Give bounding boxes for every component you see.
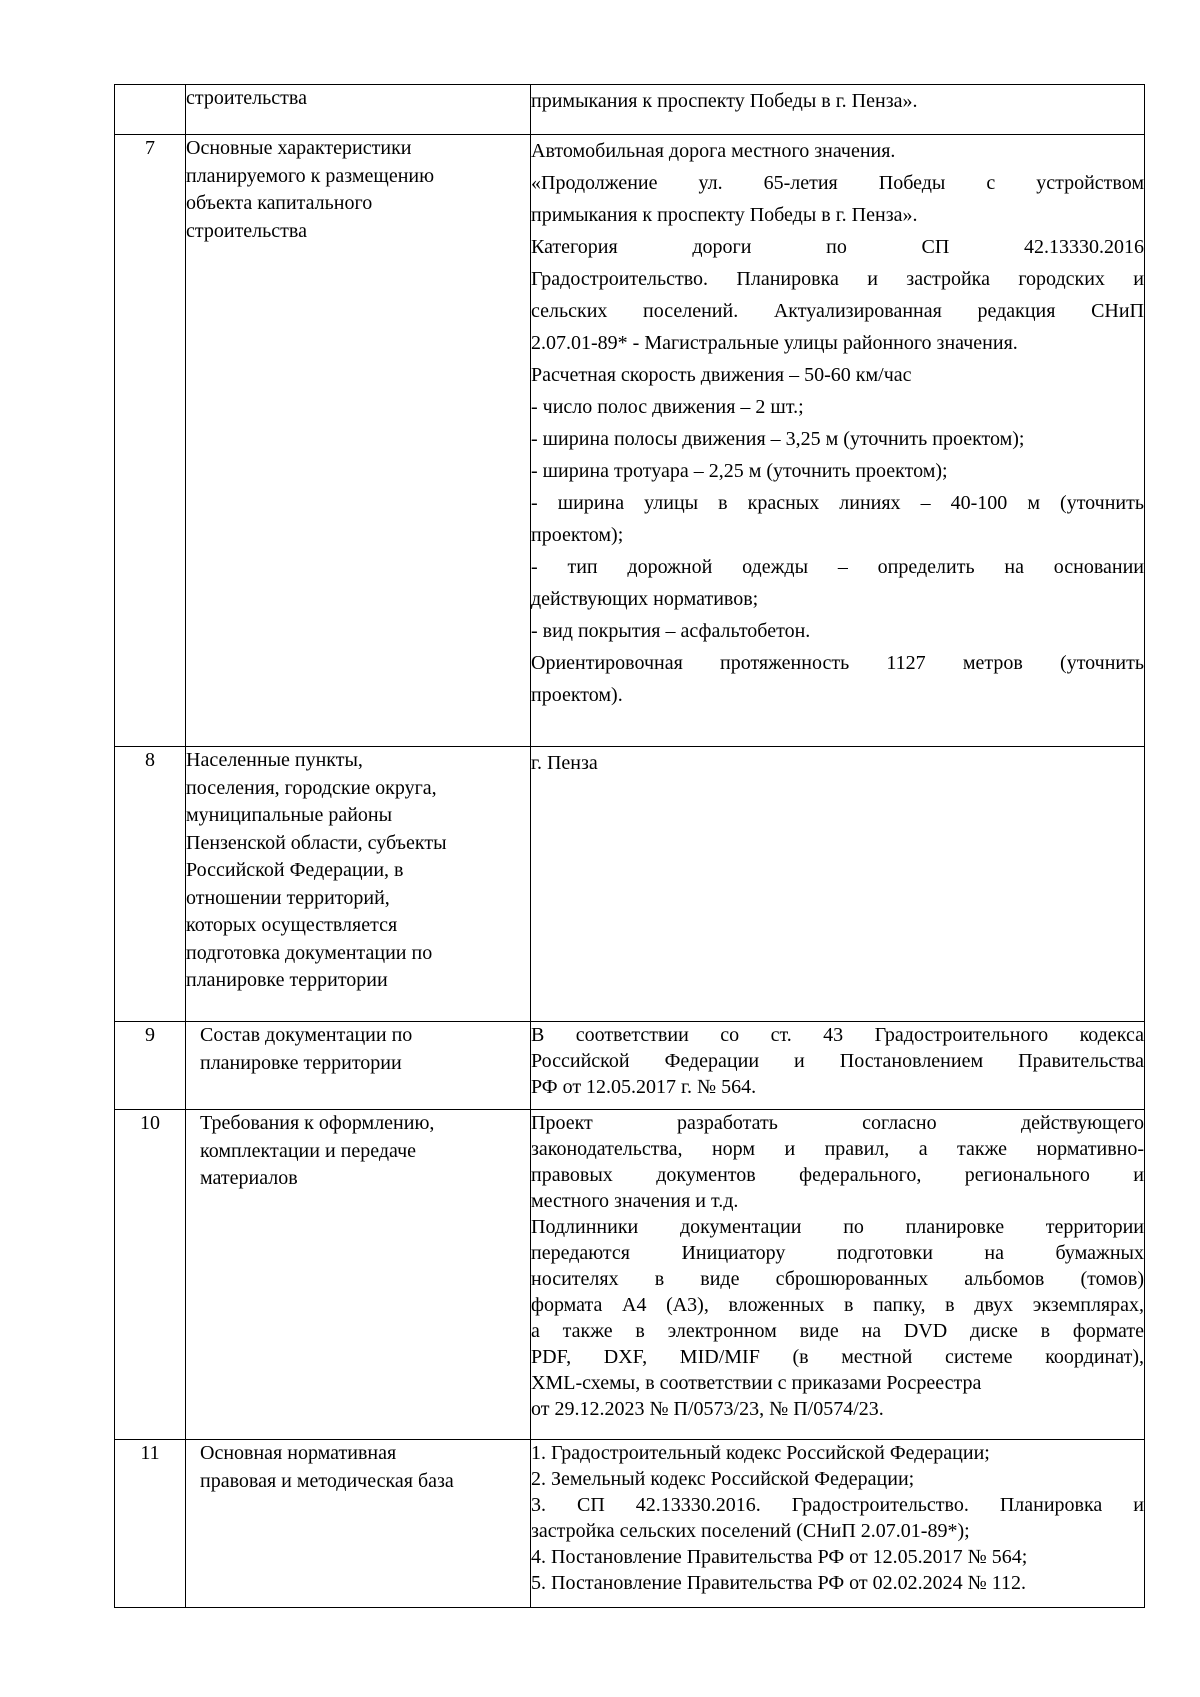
text-line: 3. СП 42.13330.2016. Градостроительство. Планировка и <box>531 1494 1144 1516</box>
text-line: «Продолжение ул. 65-летия Победы с устройством <box>531 172 1144 194</box>
text-line: Ориентировочная протяженность 1127 метров (уточнить <box>531 652 1144 674</box>
table-row <box>115 85 1145 135</box>
text-line: примыкания к проспекту Победы в г. Пенза». <box>531 204 918 226</box>
text-line: 2.07.01-89* - Магистральные улицы районного значения. <box>531 332 1018 354</box>
text-line: Расчетная скорость движения – 50-60 км/час <box>531 364 912 386</box>
table-row <box>115 135 1145 747</box>
text-line: - тип дорожной одежды – определить на основании <box>531 556 1144 578</box>
text-line: формата А4 (А3), вложенных в папку, в двух экземплярах, <box>531 1294 1144 1316</box>
text-line: Проект разработать согласно действующего <box>531 1112 1144 1134</box>
text-line: В соответствии со ст. 43 Градостроительного кодекса <box>531 1024 1144 1046</box>
row-number: 8 <box>115 747 186 1022</box>
text-line: 4. Постановление Правительства РФ от 12.05.2017 № 564; <box>531 1546 1028 1568</box>
table-row <box>115 1022 1145 1110</box>
table-row <box>115 1440 1145 1608</box>
row-number: 11 <box>115 1440 186 1608</box>
text-line: правовая и методическая база <box>200 1469 454 1492</box>
row-value <box>531 747 1145 1022</box>
text-line: 2. Земельный кодекс Российской Федерации; <box>531 1468 915 1490</box>
row-value <box>531 1022 1145 1110</box>
row-title <box>186 747 531 1022</box>
text-line: проектом). <box>531 684 623 706</box>
text-line: Населенные пункты, <box>186 749 363 771</box>
text-line: муниципальные районы <box>186 804 393 826</box>
text-line: планировке территории <box>200 1051 402 1074</box>
table-row <box>115 1110 1145 1440</box>
text-line: Основные характеристики <box>186 137 412 159</box>
text-line: застройка сельских поселений (СНиП 2.07.01-89*); <box>531 1520 970 1542</box>
text-line: - ширина тротуара – 2,25 м (уточнить проектом); <box>531 460 948 482</box>
text-line: примыкания к проспекту Победы в г. Пенза». <box>531 90 918 112</box>
row-number: 9 <box>115 1022 186 1110</box>
text-line: носителях в виде сброшюрованных альбомов (томов) <box>531 1268 1144 1290</box>
text-line: Градостроительство. Планировка и застройка городских и <box>531 268 1144 290</box>
text-line: Подлинники документации по планировке территории <box>531 1216 1144 1238</box>
row-value <box>531 1110 1145 1440</box>
row-number: 7 <box>115 135 186 747</box>
text-line: Состав документации по <box>200 1024 413 1046</box>
text-line: материалов <box>200 1167 298 1189</box>
requirements-table <box>114 84 1145 1608</box>
text-line: Российской Федерации и Постановлением Правительства <box>531 1050 1144 1072</box>
row-title <box>186 1022 531 1110</box>
text-line: PDF, DXF, MID/MIF (в местной системе координат), <box>531 1346 1144 1368</box>
text-line: РФ от 12.05.2017 г. № 564. <box>531 1076 757 1098</box>
text-line: строительства <box>186 219 307 242</box>
text-line: от 29.12.2023 № П/0573/23, № П/0574/23. <box>531 1398 884 1420</box>
row-value <box>531 1440 1145 1608</box>
text-line: передаются Инициатору подготовки на бумажных <box>531 1242 1144 1264</box>
row-title <box>186 85 531 135</box>
text-line: поселения, городские округа, <box>186 776 437 799</box>
row-title <box>186 1440 531 1608</box>
text-line: сельских поселений. Актуализированная редакция СНиП <box>531 300 1144 322</box>
text-line: XML-схемы, в соответствии с приказами Росреестра <box>531 1372 982 1394</box>
text-line: подготовка документации по <box>186 941 433 964</box>
row-number <box>115 85 186 135</box>
text-line: - ширина полосы движения – 3,25 м (уточнить проектом); <box>531 428 1025 450</box>
row-value <box>531 85 1145 135</box>
text-line: - число полос движения – 2 шт.; <box>531 396 804 418</box>
text-line: законодательства, норм и правил, а также нормативно- <box>531 1138 1144 1160</box>
text-line: Категория дороги по СП 42.13330.2016 <box>531 236 1144 258</box>
row-number: 10 <box>115 1110 186 1440</box>
text-line: которых осуществляется <box>186 914 398 936</box>
text-line: а также в электронном виде на DVD диске в формате <box>531 1320 1144 1342</box>
text-line: Основная нормативная <box>200 1442 397 1464</box>
text-line: комплектации и передаче <box>200 1139 417 1162</box>
row-title <box>186 135 531 747</box>
text-line: Автомобильная дорога местного значения. <box>531 140 896 162</box>
text-line: - вид покрытия – асфальтобетон. <box>531 620 811 642</box>
text-line: 1. Градостроительный кодекс Российской Федерации; <box>531 1442 990 1464</box>
text-line: отношении территорий, <box>186 886 390 909</box>
text-line: строительства <box>186 87 307 109</box>
text-line: Пензенской области, субъекты <box>186 831 447 854</box>
text-line: - ширина улицы в красных линиях – 40-100 м (уточнить <box>531 492 1144 514</box>
row-value <box>531 135 1145 747</box>
text-line: Российской Федерации, в <box>186 859 404 881</box>
text-line: объекта капитального <box>186 192 373 214</box>
text-line: Требования к оформлению, <box>200 1112 435 1134</box>
text-line: г. Пенза <box>531 752 598 774</box>
text-line: планировке территории <box>186 969 388 991</box>
text-line: проектом); <box>531 524 624 546</box>
row-title <box>186 1110 531 1440</box>
text-line: планируемого к размещению <box>186 164 435 187</box>
text-line: местного значения и т.д. <box>531 1190 739 1212</box>
text-line: действующих нормативов; <box>531 588 759 610</box>
table-row <box>115 747 1145 1022</box>
text-line: 5. Постановление Правительства РФ от 02.02.2024 № 112. <box>531 1572 1026 1594</box>
text-line: правовых документов федерального, регионального и <box>531 1164 1144 1186</box>
